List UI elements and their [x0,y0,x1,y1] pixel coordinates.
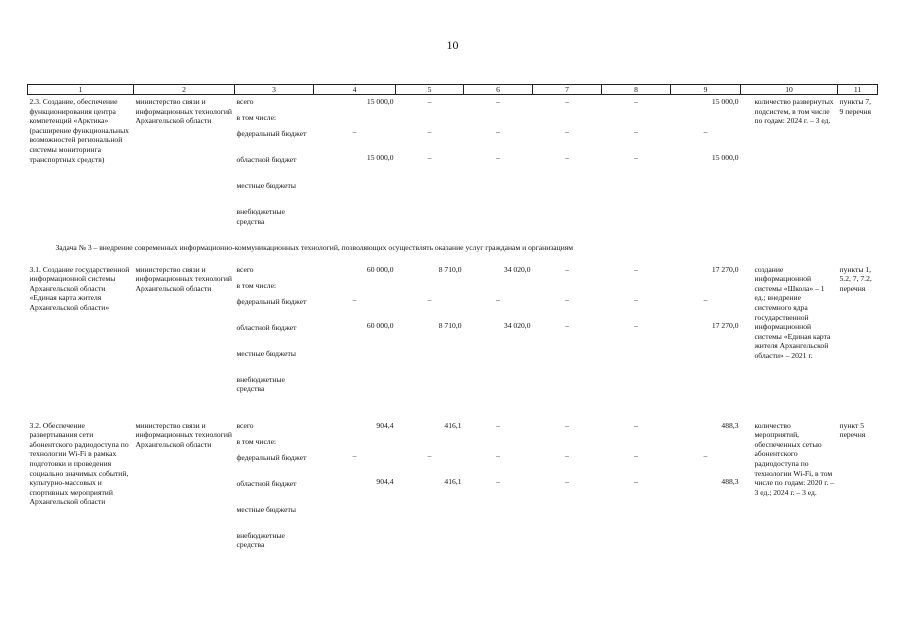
amount-regional: – [565,320,569,330]
funding-sources [235,95,314,234]
amount-cell [396,263,464,401]
amount-total: 15 000,0 [711,97,739,106]
column-number: 9 [671,85,741,95]
amount-federal: – [496,294,500,304]
amount-federal: – [496,127,500,136]
expected-result: количество мероприятий, обеспеченных сетью абонентского радиодоступа по технологии Wi-Fi, в том числе по годам: 2020 г. – 3 ед.; 2024 г. – 3 ед. [754,420,835,497]
amount-federal: – [565,450,569,460]
amount-regional: – [634,476,638,486]
reference: пункты 1, 5.2, 7, 7.2, перечня [839,264,872,293]
funding-source-extra: внебюджетные средства [236,207,285,226]
amount-total: – [634,97,638,106]
funding-source-total: всего [236,420,254,430]
executor: министерство связи и информационных технологий Архангельской области [135,264,232,293]
amount-cell [464,95,533,234]
amount-federal: – [565,294,569,304]
funding-source-including: в том числе: [236,436,277,446]
amount-cell [602,263,671,401]
column-number: 7 [533,85,602,95]
amount-cell [396,419,464,557]
funding-source-federal: федеральный бюджет [236,452,307,462]
amount-federal: – [634,127,638,136]
amount-regional: 34 020,0 [503,320,531,330]
column-number: 2 [134,85,235,95]
table-row [28,95,878,234]
amount-regional: 8 710,0 [438,320,462,330]
column-number: 5 [396,85,464,95]
reference: пункты 7, 9 перечня [839,97,872,116]
amount-regional: – [427,153,432,162]
funding-source-extra: внебюджетные средства [236,374,285,394]
row-gap [28,401,878,419]
amount-total: 488,3 [721,420,739,430]
amount-cell [602,95,671,234]
funding-source-local: местные бюджеты [236,181,296,190]
amount-total: 17 270,0 [711,264,739,274]
amount-federal: – [427,127,432,136]
amount-regional: – [634,153,638,162]
amount-regional: – [634,320,638,330]
amount-federal: – [352,450,357,460]
amount-federal: – [703,127,708,136]
funding-source-extra: внебюджетные средства [236,530,285,550]
amount-total: 8 710,0 [438,264,462,274]
amount-federal: – [352,127,357,136]
amount-cell [533,263,602,401]
funding-source-including: в том числе: [236,113,277,122]
amount-total: – [496,97,500,106]
measure-name: 2.3. Создание, обеспечение функционирования центра компетенций «Арктика» (расширение функциональных возможностей региональной системы мониторинга транспортных средств) [29,97,129,164]
gap-cell [28,401,878,419]
funding-source-total: всего [236,97,254,106]
amount-federal: – [703,450,708,460]
funding-source-federal: федеральный бюджет [236,296,307,306]
measure-name: 3.2. Обеспечение развертывания сети абонентского радиодоступа по технологии Wi-Fi в рамках подготовки и проведения социально значимых событий, культурно-массовых и спортивных мероприятий Архангельской области [29,420,129,507]
column-number: 10 [741,85,838,95]
amount-regional: – [565,153,569,162]
funding-source-regional: областной бюджет [236,322,297,332]
amount-regional: 488,3 [721,476,739,486]
amount-federal: – [427,294,432,304]
amount-cell [464,419,533,557]
task-row [28,233,878,263]
funding-source-total: всего [236,264,254,274]
program-table [27,84,878,557]
amount-federal: – [565,127,569,136]
funding-sources [235,419,314,557]
amount-regional: 17 270,0 [711,320,739,330]
column-number: 3 [235,85,314,95]
column-number: 6 [464,85,533,95]
funding-source-including: в том числе: [236,280,277,290]
funding-source-local: местные бюджеты [236,348,296,358]
amount-federal: – [496,450,500,460]
measure-name: 3.1. Создание государственной информационной системы Архангельской области «Единая карта жителя Архангельской области» [29,264,130,312]
column-number: 8 [602,85,671,95]
amount-cell [671,419,741,557]
funding-source-local: местные бюджеты [236,504,296,514]
table-row [28,263,878,401]
amount-federal: – [352,294,357,304]
executor: министерство связи и информационных технологий Архангельской области [135,97,232,126]
amount-total: 15 000,0 [366,97,394,106]
executor: министерство связи и информационных технологий Архангельской области [135,420,232,449]
funding-sources [235,263,314,401]
amount-regional: 15 000,0 [711,153,739,162]
amount-cell [396,95,464,234]
page-number: 10 [446,38,459,52]
header-row [28,85,878,95]
reference: пункт 5 перечня [839,420,866,440]
amount-cell [671,263,741,401]
amount-regional: 416,1 [444,476,462,486]
amount-cell [533,95,602,234]
column-number: 4 [314,85,396,95]
amount-total: – [565,97,569,106]
funding-source-regional: областной бюджет [236,478,297,488]
amount-total: 904,4 [376,420,394,430]
amount-total: 60 000,0 [366,264,394,274]
amount-total: – [496,420,500,430]
amount-total: 416,1 [444,420,462,430]
amount-total: – [565,264,569,274]
amount-total: – [427,97,432,106]
amount-regional: 15 000,0 [366,153,394,162]
amount-regional: – [565,476,569,486]
amount-total: 34 020,0 [503,264,531,274]
column-number: 1 [28,85,134,95]
funding-source-regional: областной бюджет [236,155,297,164]
amount-federal: – [427,450,432,460]
amount-cell [533,419,602,557]
amount-federal: – [634,294,638,304]
amount-cell [602,419,671,557]
amount-cell [314,263,396,401]
amount-total: – [565,420,569,430]
table-row [28,419,878,557]
funding-source-federal: федеральный бюджет [236,129,307,138]
amount-total: – [634,264,638,274]
amount-cell [314,419,396,557]
amount-total: – [634,420,638,430]
expected-result: создание информационной системы «Школа» – 1 ед.; внедрение системного ядра государственной информационной системы «Единая карта жителя Архангельской области» – 2021 г. [754,264,831,360]
amount-federal: – [703,294,708,304]
column-number: 11 [838,85,878,95]
amount-regional: – [496,153,500,162]
task-heading: Задача № 3 – внедрение современных информационно-коммуникационных технологий, позволяющих осуществлять оказание услуг гражданам и организациям [55,243,574,252]
amount-cell [314,95,396,234]
amount-federal: – [634,450,638,460]
expected-result: количество развернутых подсистем, в том числе по годам: 2024 г. – 3 ед. [754,97,834,126]
amount-cell [671,95,741,234]
amount-regional: 904,4 [376,476,394,486]
amount-cell [464,263,533,401]
amount-regional: – [496,476,500,486]
amount-regional: 60 000,0 [366,320,394,330]
